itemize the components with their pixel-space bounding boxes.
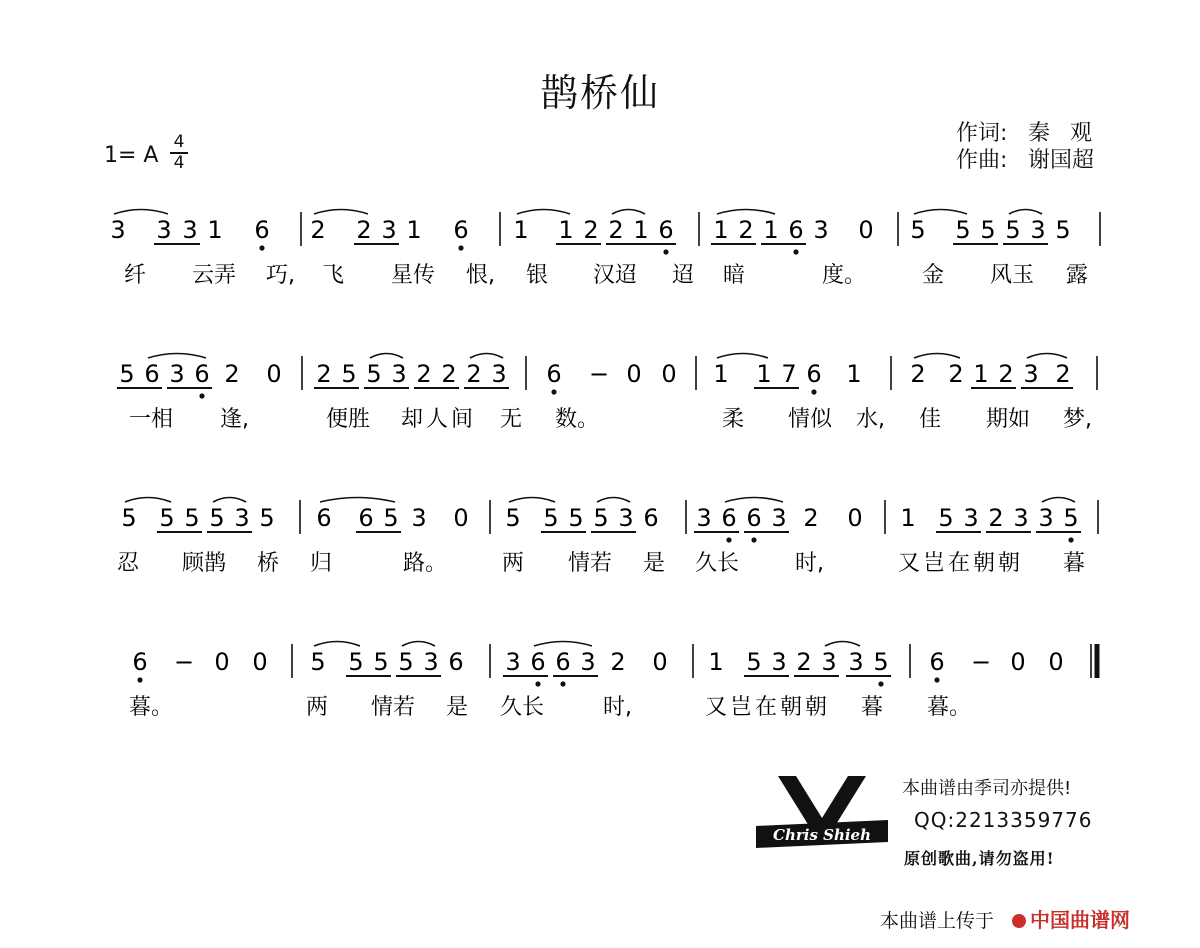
note: 5 <box>209 504 225 532</box>
note: 3 <box>771 648 787 676</box>
note: 3 <box>1038 504 1054 532</box>
note: 5 <box>184 504 200 532</box>
note: 3 <box>411 504 427 532</box>
note: 1 <box>513 216 529 244</box>
note: 0 <box>252 648 268 676</box>
note: 3 <box>821 648 837 676</box>
note: 2 <box>910 360 926 388</box>
octave-dot <box>458 245 463 250</box>
lyric-text: 纤 <box>124 263 147 288</box>
lyric-text: 是 <box>643 551 666 576</box>
note: 6 <box>546 360 562 388</box>
note: 3 <box>696 504 712 532</box>
note: 6 <box>194 360 210 388</box>
note: 5 <box>373 648 389 676</box>
note: 2 <box>583 216 599 244</box>
lyric-text: 金 <box>922 263 945 288</box>
note: 0 <box>652 648 668 676</box>
lyric-text: 暮。 <box>129 695 174 720</box>
note: 6 <box>358 504 374 532</box>
time-signature-bottom: 4 <box>173 152 185 173</box>
note: 5 <box>746 648 762 676</box>
lyric-text: 迢 <box>672 263 695 288</box>
lyric-text: 一相 <box>129 407 174 432</box>
lyric-text: 水, <box>856 407 885 432</box>
note: 3 <box>580 648 596 676</box>
lyricist-label: 作词: <box>956 121 1008 146</box>
octave-dot <box>1068 537 1073 542</box>
note: 1 <box>207 216 223 244</box>
note: 5 <box>873 648 889 676</box>
slur <box>517 210 570 215</box>
lyric-text: 久长 <box>695 551 740 576</box>
note: 6 <box>929 648 945 676</box>
note: 6 <box>254 216 270 244</box>
lyric-text: 归 <box>310 551 333 576</box>
note: 5 <box>1055 216 1071 244</box>
note: 5 <box>1063 504 1079 532</box>
note: 1 <box>846 360 862 388</box>
note: 3 <box>1023 360 1039 388</box>
note: 2 <box>416 360 432 388</box>
note: 0 <box>1048 648 1064 676</box>
lyric-text: 巧, <box>266 263 295 288</box>
note: 5 <box>543 504 559 532</box>
lyricist-name: 秦观 <box>1028 121 1113 146</box>
slur <box>1009 210 1042 215</box>
octave-dot <box>663 249 668 254</box>
note: 3 <box>423 648 439 676</box>
note: 6 <box>658 216 674 244</box>
note: 0 <box>214 648 230 676</box>
slur <box>1027 354 1067 359</box>
note: 5 <box>310 648 326 676</box>
note: 0 <box>1010 648 1026 676</box>
lyric-text: 飞 <box>322 263 345 288</box>
slur <box>1042 498 1075 503</box>
note: 0 <box>661 360 677 388</box>
octave-dot <box>751 537 756 542</box>
note: 2 <box>608 216 624 244</box>
lyric-text: 顾鹊 <box>182 551 227 576</box>
note: 2 <box>738 216 754 244</box>
note: 3 <box>618 504 634 532</box>
note: 1 <box>973 360 989 388</box>
slur <box>612 210 645 215</box>
note: 2 <box>466 360 482 388</box>
note: 5 <box>505 504 521 532</box>
octave-dot <box>259 245 264 250</box>
note: 1 <box>558 216 574 244</box>
note: 5 <box>955 216 971 244</box>
note: 3 <box>813 216 829 244</box>
slur <box>914 210 967 215</box>
slur <box>314 210 368 215</box>
lyric-text: 无 <box>500 407 523 432</box>
lyric-text: 逢, <box>220 407 249 432</box>
slur <box>825 642 860 647</box>
lyric-text: 情若 <box>371 695 416 720</box>
key-signature: 1= A <box>104 143 159 168</box>
note: 3 <box>234 504 250 532</box>
lyric-text: 风玉 <box>990 263 1035 288</box>
note: 6 <box>721 504 737 532</box>
lyric-text: 两 <box>502 551 525 576</box>
note: 5 <box>383 504 399 532</box>
lyric-text: 星传 <box>391 263 436 288</box>
note: 5 <box>593 504 609 532</box>
lyric-text: 久长 <box>500 695 545 720</box>
score-title: 鹊桥仙 <box>539 71 660 115</box>
note: 2 <box>803 504 819 532</box>
note: 1 <box>713 216 729 244</box>
lyric-text: 柔 <box>722 407 745 432</box>
note: 6 <box>788 216 804 244</box>
note: 3 <box>505 648 521 676</box>
note: 2 <box>356 216 372 244</box>
slur <box>914 354 960 359</box>
note: 1 <box>708 648 724 676</box>
lyric-text: 又岂在朝朝 <box>705 695 831 720</box>
note: 2 <box>796 648 812 676</box>
note: 2 <box>310 216 326 244</box>
note: 3 <box>156 216 172 244</box>
octave-dot <box>560 681 565 686</box>
logo-text: Chris Shieh <box>773 826 871 844</box>
note: 3 <box>182 216 198 244</box>
note: 1 <box>756 360 772 388</box>
note: − <box>173 648 195 676</box>
lyric-text: 又岂在朝朝 <box>898 551 1024 576</box>
octave-dot <box>793 249 798 254</box>
slur <box>320 498 395 503</box>
slur <box>213 498 246 503</box>
octave-dot <box>535 681 540 686</box>
lyric-text: 是 <box>446 695 469 720</box>
octave-dot <box>726 537 731 542</box>
note: 5 <box>259 504 275 532</box>
lyric-text: 云弄 <box>192 263 237 288</box>
slur <box>717 210 775 215</box>
lyric-text: 情若 <box>568 551 613 576</box>
lyric-text: 暮 <box>1063 551 1086 576</box>
note: 3 <box>169 360 185 388</box>
note: 2 <box>998 360 1014 388</box>
slur <box>125 498 171 503</box>
note: 5 <box>1005 216 1021 244</box>
note: 3 <box>771 504 787 532</box>
slur <box>402 642 435 647</box>
octave-dot <box>811 389 816 394</box>
lyric-text: 时, <box>795 551 824 576</box>
slur <box>148 354 206 359</box>
note: 2 <box>316 360 332 388</box>
note: 3 <box>381 216 397 244</box>
lyric-text: 银 <box>526 263 549 288</box>
note: 3 <box>848 648 864 676</box>
note: 5 <box>398 648 414 676</box>
note: − <box>970 648 992 676</box>
lyric-text: 暮。 <box>927 695 972 720</box>
composer-name: 谢国超 <box>1028 148 1095 173</box>
note: 3 <box>110 216 126 244</box>
note: 6 <box>555 648 571 676</box>
note: 0 <box>847 504 863 532</box>
site-logo-icon <box>1012 914 1026 928</box>
octave-dot <box>199 393 204 398</box>
slur <box>534 642 592 647</box>
lyric-text: 露 <box>1066 263 1089 288</box>
note: 6 <box>448 648 464 676</box>
octave-dot <box>934 677 939 682</box>
lyric-text: 路。 <box>403 551 448 576</box>
note: 5 <box>938 504 954 532</box>
note: 6 <box>746 504 762 532</box>
note: 3 <box>1030 216 1046 244</box>
note: 0 <box>266 360 282 388</box>
note: 6 <box>643 504 659 532</box>
lyric-text: 暗 <box>723 263 746 288</box>
lyric-text: 数。 <box>555 407 600 432</box>
note: 2 <box>1055 360 1071 388</box>
note: 1 <box>406 216 422 244</box>
slur <box>597 498 630 503</box>
slur <box>314 642 360 647</box>
lyric-text: 度。 <box>822 263 867 288</box>
note: 5 <box>366 360 382 388</box>
note: 6 <box>530 648 546 676</box>
note: 1 <box>763 216 779 244</box>
note: 5 <box>568 504 584 532</box>
chris-shieh-logo <box>756 772 888 848</box>
lyric-text: 暮 <box>861 695 884 720</box>
qq-number: QQ:2213359776 <box>914 808 1093 832</box>
note: 5 <box>980 216 996 244</box>
note: − <box>588 360 610 388</box>
note: 3 <box>1013 504 1029 532</box>
lyric-text: 却人间 <box>401 407 477 432</box>
lyric-text: 恨, <box>466 263 495 288</box>
note: 2 <box>441 360 457 388</box>
note: 2 <box>988 504 1004 532</box>
note: 2 <box>948 360 964 388</box>
lyric-text: 桥 <box>257 551 280 576</box>
note: 6 <box>806 360 822 388</box>
note: 1 <box>713 360 729 388</box>
note: 7 <box>781 360 797 388</box>
note: 3 <box>491 360 507 388</box>
octave-dot <box>137 677 142 682</box>
note: 5 <box>121 504 137 532</box>
lyric-text: 梦, <box>1063 407 1092 432</box>
slur <box>370 354 403 359</box>
note: 1 <box>633 216 649 244</box>
provider-text: 本曲谱由季司亦提供! <box>902 778 1072 799</box>
note: 2 <box>610 648 626 676</box>
note: 6 <box>453 216 469 244</box>
lyric-text: 时, <box>603 695 632 720</box>
note: 5 <box>910 216 926 244</box>
copyright-warning: 原创歌曲,请勿盗用! <box>904 849 1055 868</box>
slur <box>717 354 768 359</box>
lyric-text: 佳 <box>919 407 942 432</box>
note: 6 <box>132 648 148 676</box>
note: 6 <box>316 504 332 532</box>
note: 3 <box>963 504 979 532</box>
lyric-text: 便胜 <box>326 407 371 432</box>
note: 0 <box>453 504 469 532</box>
note: 6 <box>144 360 160 388</box>
note: 0 <box>626 360 642 388</box>
note: 5 <box>159 504 175 532</box>
octave-dot <box>878 681 883 686</box>
note: 3 <box>391 360 407 388</box>
note: 5 <box>341 360 357 388</box>
lyric-text: 情似 <box>788 407 833 432</box>
note: 1 <box>900 504 916 532</box>
slur <box>114 210 168 215</box>
lyric-text: 汉迢 <box>593 263 638 288</box>
time-signature-top: 4 <box>173 132 185 152</box>
note: 2 <box>224 360 240 388</box>
octave-dot <box>551 389 556 394</box>
note: 0 <box>858 216 874 244</box>
site-name: 中国曲谱网 <box>1030 908 1130 932</box>
slur <box>509 498 555 503</box>
site-watermark <box>1012 904 1130 933</box>
lyric-text: 忍 <box>117 551 140 576</box>
composer-label: 作曲: <box>956 148 1008 173</box>
lyric-text: 两 <box>306 695 329 720</box>
slur <box>725 498 783 503</box>
upload-note: 本曲谱上传于 <box>880 910 995 932</box>
note: 5 <box>119 360 135 388</box>
slur <box>470 354 503 359</box>
note: 5 <box>348 648 364 676</box>
lyric-text: 期如 <box>986 407 1031 432</box>
